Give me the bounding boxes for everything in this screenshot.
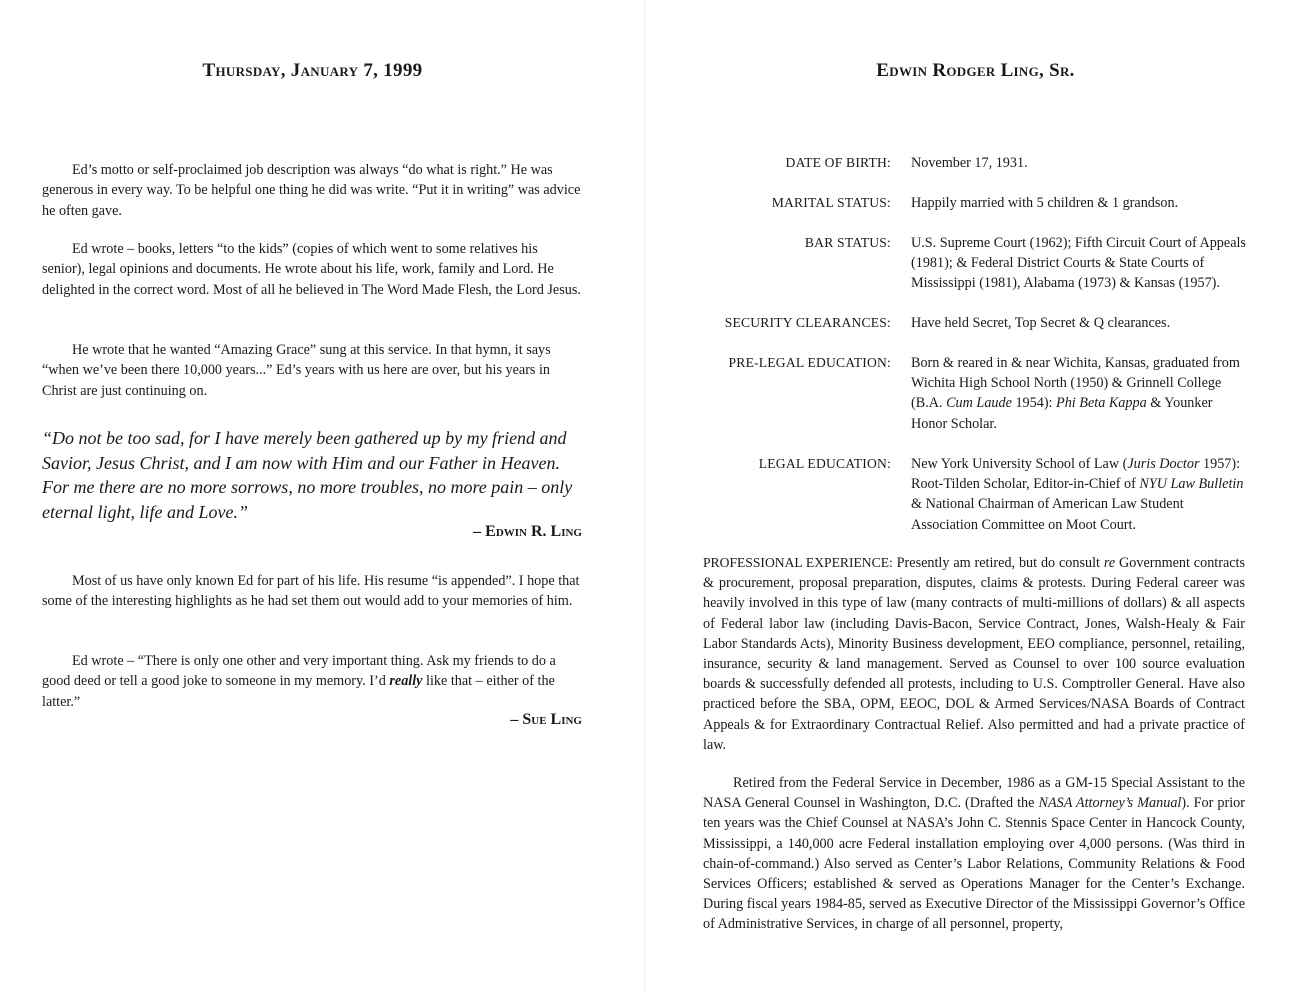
signature-edwin: – Edwin R. Ling <box>473 523 582 540</box>
left-running-head: Thursday, January 7, 1999 <box>202 60 423 81</box>
paragraph-amazing-grace-text: He wrote that he wanted “Amazing Grace” sung at this service. In that hymn, it says “when we’ve been there 10,000 years...” Ed’s years with us here are over, but his years in Christ are just continuing on. <box>42 342 551 399</box>
paragraph-motto <box>42 160 582 221</box>
closing-quote: “Do not be too sad, for I have merely been gathered up by my friend and Savior, Jesus Christ, and I am now with Him and our Father in Heaven. For me there are no more sorrows, no more troubles, no more pain – only eternal light, life and Love.” <box>42 428 573 522</box>
prelegal-text-a: Born & reared in & near Wichita, Kansas, graduated from Wichita High School North (1950) & Grinnell College (B.A. <box>911 355 1240 412</box>
label-date-of-birth: DATE OF BIRTH: <box>785 155 891 170</box>
label-legal-education: LEGAL EDUCATION: <box>758 456 891 471</box>
paragraph-ed-wrote <box>42 239 582 300</box>
good-deed-text-a: Ed wrote – “There is only one other and very important thing. Ask my friends to do a good deed or tell a good joke to someone in my memory. I’d <box>42 653 556 690</box>
retired-text-a: Retired from the Federal Service in December, 1986 as a GM-15 Special Assistant to the NASA General Counsel in Washington, D.C. (Drafted the <box>703 775 1245 812</box>
good-deed-text-b: like that – either of the latter.” <box>42 673 555 710</box>
value-pre-legal-education <box>911 353 1246 434</box>
prelegal-cum-laude: Cum Laude <box>946 395 1012 412</box>
label-marital-status: MARITAL STATUS: <box>771 195 891 210</box>
good-deed-emphasis: really <box>389 673 423 690</box>
paragraph-motto-text: Ed’s motto or self-proclaimed job description was always “do what is right.” He was generous in every way. To be helpful one thing he did was write. “Put it in writing” was advice he often gave. <box>42 162 581 219</box>
legal-text-b: 1957): Root-Tilden Scholar, Editor-in-Chief of <box>911 456 1241 493</box>
prof-text-b: Government contracts & procurement, proposal preparation, disputes, claims & protests. During Federal career was heavily involved in this type of law (many contracts of multi-millions of dollars) & all aspects of Federal labor law (including Davis-Bacon, Service Contract, Jones, Walsh-Healy & Fair Labor Standards Acts), Minority Business development, EEO compliance, personnel, retailing, insurance, security & land management. Served as Counsel to over 100 source evaluation boards & successfully defended all protests, including to U.S. Comptroller General. Have also practiced before the SBA, OPM, EEOC, DOL & Armed Services/NASA Boards of Contract Appeals & for Extraordinary Contractual Relief. Also permitted and had a private practice of law. <box>703 555 1246 753</box>
paragraph-resume <box>42 571 582 612</box>
label-bar-status: BAR STATUS: <box>804 235 891 250</box>
value-security-clearances: Have held Secret, Top Secret & Q clearances. <box>911 315 1171 331</box>
paragraph-amazing-grace <box>42 340 582 401</box>
paragraph-resume-text: Most of us have only known Ed for part of his life. His resume “is appended”. I hope that some of the interesting highlights as he had set them out would add to your memories of him. <box>42 573 580 610</box>
retired-nasa-manual: NASA Attorney’s Manual <box>1038 795 1182 812</box>
paragraph-ed-wrote-text: Ed wrote – books, letters “to the kids” (copies of which went to some relatives his senior), legal opinions and documents. He wrote about his life, work, family and Lord. He delighted in the correct word. Most of all he believed in The Word Made Flesh, the Lord Jesus. <box>42 241 581 298</box>
label-professional-experience: PROFESSIONAL EXPERIENCE: <box>703 555 893 570</box>
value-bar-status: U.S. Supreme Court (1962); Fifth Circuit Court of Appeals (1981); & Federal District Courts & State Courts of Mississippi (1981), Alabama (1973) & Kansas (1957). <box>911 235 1246 292</box>
value-legal-education <box>911 454 1246 535</box>
signature-sue: – Sue Ling <box>510 711 582 728</box>
prof-text-a: Presently am retired, but do consult <box>896 555 1104 571</box>
label-pre-legal-education: PRE-LEGAL EDUCATION: <box>728 355 891 370</box>
retired-text-b: ). For prior ten years was the Chief Counsel at NASA’s John C. Stennis Space Center in Hancock County, Mississippi, a 140,000 acre Federal installation employing over 4,000 persons. (Was third in chain-of-command.) Also served as Center’s Labor Relations, Community Relations & Food Services Officers; established & served as Operations Manager for the Center’s Exchange. During fiscal years 1984-85, served as Executive Director of the Mississippi Governor’s Office of Administrative Services, in charge of all personnel, property, <box>703 795 1245 933</box>
prof-re: re <box>1103 555 1116 571</box>
value-date-of-birth: November 17, 1931. <box>911 155 1028 171</box>
prelegal-text-b: 1954): <box>1011 395 1057 412</box>
prelegal-text-c: & Younker Honor Scholar. <box>911 395 1213 432</box>
legal-juris-doctor: Juris Doctor <box>1127 456 1200 472</box>
legal-text-c: & National Chairman of American Law Student Association Committee on Moot Court. <box>911 496 1184 533</box>
legal-text-a: New York University School of Law ( <box>911 456 1128 472</box>
legal-nyu-law-bulletin: NYU Law Bulletin <box>1139 476 1244 493</box>
paragraph-good-deed <box>42 651 582 712</box>
prelegal-phi-beta-kappa: Phi Beta Kappa <box>1056 395 1147 412</box>
label-security-clearances: SECURITY CLEARANCES: <box>724 315 891 330</box>
right-page <box>645 0 1290 992</box>
value-marital-status: Happily married with 5 children & 1 grandson. <box>911 195 1179 211</box>
paragraph-professional-experience <box>703 553 1245 755</box>
right-running-head: Edwin Rodger Ling, Sr. <box>876 60 1075 81</box>
paragraph-retired <box>703 773 1245 935</box>
